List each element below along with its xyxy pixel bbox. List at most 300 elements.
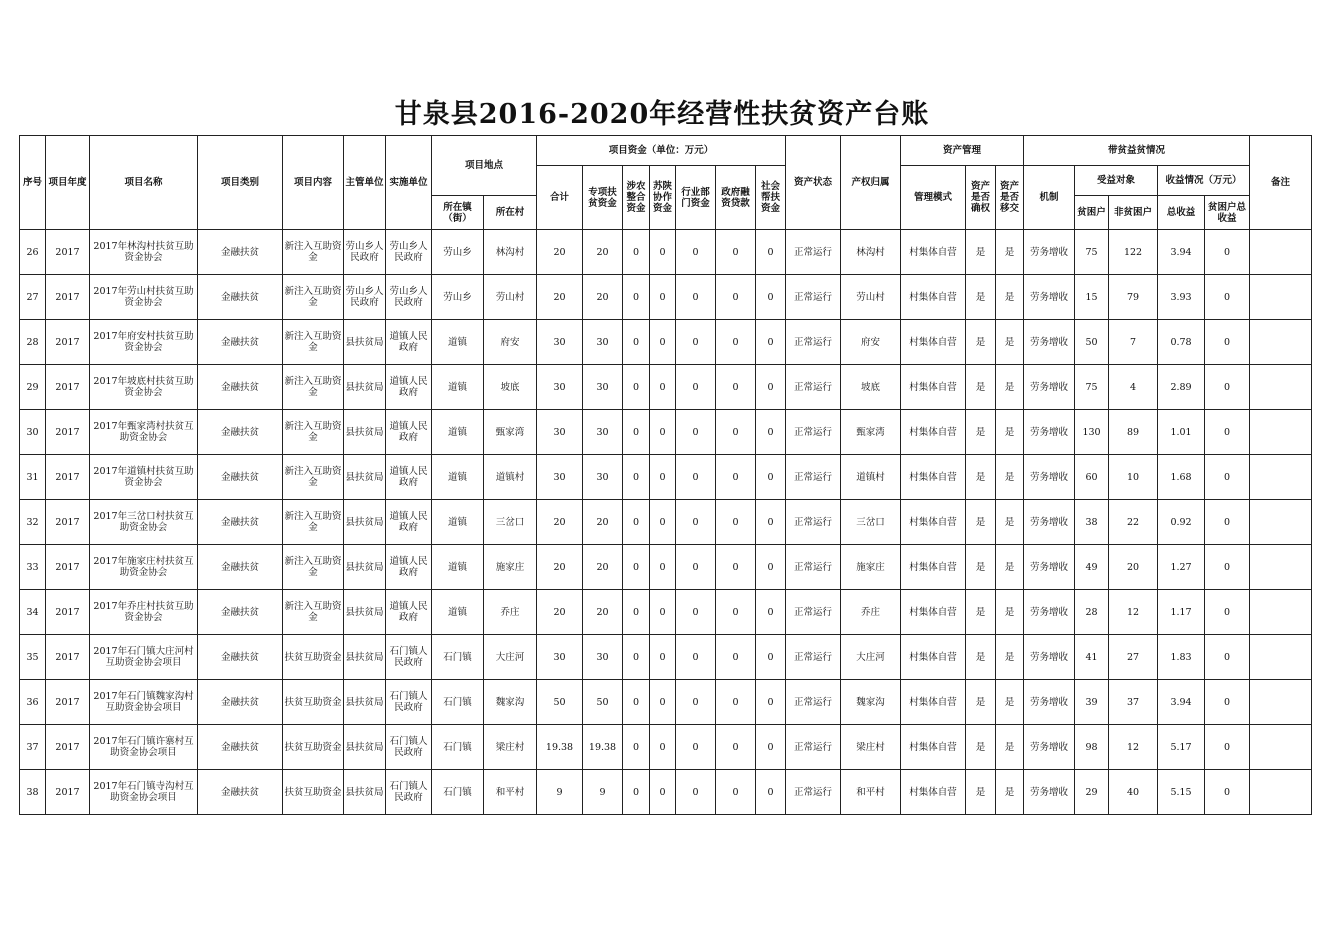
- cell-year: 2017: [46, 500, 90, 545]
- cell-town: 道镇: [432, 365, 484, 410]
- cell-dept: 县扶贫局: [344, 545, 386, 590]
- cell-village: 大庄河: [484, 635, 537, 680]
- cell-total: 20: [537, 545, 583, 590]
- cell-social: 0: [756, 365, 786, 410]
- cell-year: 2017: [46, 635, 90, 680]
- cell-mechanism: 劳务增收: [1024, 590, 1075, 635]
- cell-seq: 34: [20, 590, 46, 635]
- cell-seq: 35: [20, 635, 46, 680]
- table-row: [20, 725, 1312, 770]
- cell-loan: 0: [716, 365, 756, 410]
- header-mechanism: 机制: [1024, 166, 1075, 230]
- cell-dept: 县扶贫局: [344, 455, 386, 500]
- cell-agri: 0: [623, 410, 650, 455]
- cell-impl: 石门镇人民政府: [386, 725, 432, 770]
- cell-dept: 县扶贫局: [344, 635, 386, 680]
- cell-name: 2017年乔庄村扶贫互助资金协会: [90, 590, 198, 635]
- cell-poor_income: 0: [1205, 320, 1250, 365]
- cell-total: 50: [537, 680, 583, 725]
- cell-status: 正常运行: [786, 770, 841, 815]
- cell-special: 50: [583, 680, 623, 725]
- cell-total_income: 1.27: [1158, 545, 1205, 590]
- cell-impl: 道镇人民政府: [386, 365, 432, 410]
- cell-seq: 31: [20, 455, 46, 500]
- cell-special: 20: [583, 500, 623, 545]
- cell-status: 正常运行: [786, 320, 841, 365]
- cell-confirmed: 是: [966, 680, 996, 725]
- cell-town: 石门镇: [432, 725, 484, 770]
- cell-mechanism: 劳务增收: [1024, 635, 1075, 680]
- cell-year: 2017: [46, 365, 90, 410]
- cell-cat: 金融扶贫: [198, 770, 283, 815]
- header-status: 资产状态: [786, 136, 841, 230]
- cell-year: 2017: [46, 455, 90, 500]
- cell-poor_income: 0: [1205, 635, 1250, 680]
- cell-loan: 0: [716, 230, 756, 275]
- cell-seq: 26: [20, 230, 46, 275]
- header-poor: 贫困户: [1075, 196, 1109, 230]
- cell-poor: 50: [1075, 320, 1109, 365]
- cell-confirmed: 是: [966, 230, 996, 275]
- cell-transferred: 是: [996, 275, 1024, 320]
- cell-agri: 0: [623, 725, 650, 770]
- cell-impl: 道镇人民政府: [386, 455, 432, 500]
- cell-town: 石门镇: [432, 635, 484, 680]
- cell-total_income: 5.15: [1158, 770, 1205, 815]
- cell-cat: 金融扶贫: [198, 365, 283, 410]
- cell-social: 0: [756, 230, 786, 275]
- cell-village: 魏家沟: [484, 680, 537, 725]
- table-row: [20, 545, 1312, 590]
- table-row: [20, 590, 1312, 635]
- cell-mode: 村集体自营: [901, 230, 966, 275]
- header-loan: 政府融资贷款: [716, 166, 756, 230]
- header-suzhou: 苏陕协作资金: [650, 166, 676, 230]
- cell-town: 石门镇: [432, 770, 484, 815]
- cell-village: 道镇村: [484, 455, 537, 500]
- cell-transferred: 是: [996, 500, 1024, 545]
- cell-agri: 0: [623, 770, 650, 815]
- table-row: [20, 320, 1312, 365]
- cell-name: 2017年三岔口村扶贫互助资金协会: [90, 500, 198, 545]
- cell-poor: 28: [1075, 590, 1109, 635]
- cell-mode: 村集体自营: [901, 275, 966, 320]
- cell-content: 扶贫互助资金: [283, 680, 344, 725]
- cell-dept: 县扶贫局: [344, 320, 386, 365]
- cell-remark: [1250, 590, 1312, 635]
- cell-transferred: 是: [996, 680, 1024, 725]
- cell-name: 2017年石门镇大庄河村互助资金协会项目: [90, 635, 198, 680]
- cell-dept: 劳山乡人民政府: [344, 275, 386, 320]
- cell-total_income: 3.94: [1158, 680, 1205, 725]
- cell-poor_income: 0: [1205, 680, 1250, 725]
- header-name: 项目名称: [90, 136, 198, 230]
- cell-total: 19.38: [537, 725, 583, 770]
- cell-social: 0: [756, 500, 786, 545]
- cell-nonpoor: 12: [1109, 590, 1158, 635]
- cell-suzhou: 0: [650, 590, 676, 635]
- cell-poor: 38: [1075, 500, 1109, 545]
- cell-content: 新注入互助资金: [283, 500, 344, 545]
- cell-transferred: 是: [996, 455, 1024, 500]
- cell-remark: [1250, 320, 1312, 365]
- header-benefit: 带贫益贫情况: [1024, 136, 1250, 166]
- cell-special: 9: [583, 770, 623, 815]
- cell-owner: 乔庄: [841, 590, 901, 635]
- cell-village: 甄家湾: [484, 410, 537, 455]
- cell-content: 新注入互助资金: [283, 275, 344, 320]
- cell-owner: 道镇村: [841, 455, 901, 500]
- cell-industry: 0: [676, 410, 716, 455]
- cell-poor: 98: [1075, 725, 1109, 770]
- cell-nonpoor: 40: [1109, 770, 1158, 815]
- cell-agri: 0: [623, 230, 650, 275]
- cell-impl: 道镇人民政府: [386, 320, 432, 365]
- cell-poor: 75: [1075, 230, 1109, 275]
- cell-total_income: 1.17: [1158, 590, 1205, 635]
- cell-impl: 石门镇人民政府: [386, 770, 432, 815]
- cell-seq: 36: [20, 680, 46, 725]
- cell-dept: 县扶贫局: [344, 725, 386, 770]
- cell-special: 30: [583, 365, 623, 410]
- cell-loan: 0: [716, 455, 756, 500]
- cell-nonpoor: 37: [1109, 680, 1158, 725]
- cell-cat: 金融扶贫: [198, 590, 283, 635]
- cell-mode: 村集体自营: [901, 590, 966, 635]
- cell-agri: 0: [623, 545, 650, 590]
- cell-agri: 0: [623, 680, 650, 725]
- cell-poor: 130: [1075, 410, 1109, 455]
- cell-industry: 0: [676, 320, 716, 365]
- cell-seq: 29: [20, 365, 46, 410]
- cell-industry: 0: [676, 545, 716, 590]
- header-mgmt: 资产管理: [901, 136, 1024, 166]
- cell-special: 30: [583, 410, 623, 455]
- cell-owner: 魏家沟: [841, 680, 901, 725]
- cell-seq: 27: [20, 275, 46, 320]
- cell-poor_income: 0: [1205, 725, 1250, 770]
- cell-mode: 村集体自营: [901, 545, 966, 590]
- cell-village: 三岔口: [484, 500, 537, 545]
- cell-impl: 劳山乡人民政府: [386, 275, 432, 320]
- cell-remark: [1250, 365, 1312, 410]
- cell-mechanism: 劳务增收: [1024, 725, 1075, 770]
- cell-town: 道镇: [432, 455, 484, 500]
- cell-special: 19.38: [583, 725, 623, 770]
- cell-owner: 三岔口: [841, 500, 901, 545]
- cell-industry: 0: [676, 500, 716, 545]
- header-income: 收益情况（万元）: [1158, 166, 1250, 196]
- cell-impl: 石门镇人民政府: [386, 680, 432, 725]
- cell-confirmed: 是: [966, 320, 996, 365]
- cell-name: 2017年石门镇许寨村互助资金协会项目: [90, 725, 198, 770]
- cell-content: 新注入互助资金: [283, 365, 344, 410]
- cell-year: 2017: [46, 770, 90, 815]
- cell-dept: 县扶贫局: [344, 500, 386, 545]
- header-confirmed: 资产是否确权: [966, 166, 996, 230]
- cell-total: 30: [537, 365, 583, 410]
- cell-village: 坡底: [484, 365, 537, 410]
- cell-mechanism: 劳务增收: [1024, 455, 1075, 500]
- cell-cat: 金融扶贫: [198, 545, 283, 590]
- cell-special: 20: [583, 590, 623, 635]
- cell-status: 正常运行: [786, 455, 841, 500]
- cell-owner: 林沟村: [841, 230, 901, 275]
- cell-industry: 0: [676, 590, 716, 635]
- cell-total: 30: [537, 320, 583, 365]
- cell-cat: 金融扶贫: [198, 635, 283, 680]
- cell-industry: 0: [676, 365, 716, 410]
- cell-total: 30: [537, 635, 583, 680]
- cell-poor: 15: [1075, 275, 1109, 320]
- cell-cat: 金融扶贫: [198, 455, 283, 500]
- cell-cat: 金融扶贫: [198, 410, 283, 455]
- cell-status: 正常运行: [786, 275, 841, 320]
- cell-confirmed: 是: [966, 455, 996, 500]
- cell-loan: 0: [716, 680, 756, 725]
- cell-agri: 0: [623, 590, 650, 635]
- cell-nonpoor: 7: [1109, 320, 1158, 365]
- cell-poor_income: 0: [1205, 410, 1250, 455]
- cell-status: 正常运行: [786, 500, 841, 545]
- cell-confirmed: 是: [966, 725, 996, 770]
- cell-mode: 村集体自营: [901, 500, 966, 545]
- cell-suzhou: 0: [650, 500, 676, 545]
- cell-suzhou: 0: [650, 680, 676, 725]
- cell-suzhou: 0: [650, 455, 676, 500]
- cell-total: 9: [537, 770, 583, 815]
- cell-name: 2017年施家庄村扶贫互助资金协会: [90, 545, 198, 590]
- ledger-body: [20, 230, 1312, 815]
- cell-agri: 0: [623, 320, 650, 365]
- cell-remark: [1250, 410, 1312, 455]
- cell-town: 道镇: [432, 545, 484, 590]
- cell-nonpoor: 89: [1109, 410, 1158, 455]
- cell-content: 新注入互助资金: [283, 320, 344, 365]
- cell-agri: 0: [623, 275, 650, 320]
- cell-confirmed: 是: [966, 275, 996, 320]
- cell-dept: 县扶贫局: [344, 590, 386, 635]
- cell-special: 30: [583, 320, 623, 365]
- header-nonpoor: 非贫困户: [1109, 196, 1158, 230]
- cell-dept: 县扶贫局: [344, 770, 386, 815]
- cell-transferred: 是: [996, 410, 1024, 455]
- cell-poor_income: 0: [1205, 500, 1250, 545]
- header-year: 项目年度: [46, 136, 90, 230]
- cell-dept: 县扶贫局: [344, 410, 386, 455]
- cell-mechanism: 劳务增收: [1024, 275, 1075, 320]
- header-village: 所在村: [484, 196, 537, 230]
- table-row: [20, 500, 1312, 545]
- cell-remark: [1250, 500, 1312, 545]
- cell-nonpoor: 122: [1109, 230, 1158, 275]
- cell-status: 正常运行: [786, 365, 841, 410]
- cell-suzhou: 0: [650, 230, 676, 275]
- header-town: 所在镇（街）: [432, 196, 484, 230]
- cell-mode: 村集体自营: [901, 320, 966, 365]
- cell-transferred: 是: [996, 590, 1024, 635]
- cell-transferred: 是: [996, 770, 1024, 815]
- cell-status: 正常运行: [786, 545, 841, 590]
- cell-special: 20: [583, 230, 623, 275]
- cell-total: 20: [537, 590, 583, 635]
- cell-total_income: 0.78: [1158, 320, 1205, 365]
- cell-remark: [1250, 455, 1312, 500]
- cell-nonpoor: 20: [1109, 545, 1158, 590]
- cell-suzhou: 0: [650, 275, 676, 320]
- cell-mode: 村集体自营: [901, 365, 966, 410]
- cell-year: 2017: [46, 725, 90, 770]
- cell-industry: 0: [676, 230, 716, 275]
- cell-confirmed: 是: [966, 410, 996, 455]
- cell-remark: [1250, 230, 1312, 275]
- cell-owner: 梁庄村: [841, 725, 901, 770]
- cell-remark: [1250, 770, 1312, 815]
- cell-industry: 0: [676, 635, 716, 680]
- cell-suzhou: 0: [650, 635, 676, 680]
- cell-industry: 0: [676, 725, 716, 770]
- table-row: [20, 680, 1312, 725]
- cell-poor_income: 0: [1205, 545, 1250, 590]
- cell-mechanism: 劳务增收: [1024, 320, 1075, 365]
- cell-year: 2017: [46, 680, 90, 725]
- cell-total_income: 1.83: [1158, 635, 1205, 680]
- cell-industry: 0: [676, 275, 716, 320]
- cell-transferred: 是: [996, 230, 1024, 275]
- cell-village: 施家庄: [484, 545, 537, 590]
- cell-confirmed: 是: [966, 770, 996, 815]
- cell-town: 道镇: [432, 320, 484, 365]
- header-poor-income: 贫困户总收益: [1205, 196, 1250, 230]
- header-transferred: 资产是否移交: [996, 166, 1024, 230]
- cell-suzhou: 0: [650, 320, 676, 365]
- cell-poor: 41: [1075, 635, 1109, 680]
- cell-loan: 0: [716, 320, 756, 365]
- header-agri: 涉农整合资金: [623, 166, 650, 230]
- cell-loan: 0: [716, 500, 756, 545]
- cell-content: 扶贫互助资金: [283, 770, 344, 815]
- cell-status: 正常运行: [786, 230, 841, 275]
- cell-total_income: 0.92: [1158, 500, 1205, 545]
- cell-seq: 30: [20, 410, 46, 455]
- cell-owner: 和平村: [841, 770, 901, 815]
- cell-cat: 金融扶贫: [198, 500, 283, 545]
- cell-owner: 府安: [841, 320, 901, 365]
- cell-cat: 金融扶贫: [198, 725, 283, 770]
- cell-loan: 0: [716, 410, 756, 455]
- cell-total: 30: [537, 455, 583, 500]
- cell-mechanism: 劳务增收: [1024, 365, 1075, 410]
- cell-special: 20: [583, 275, 623, 320]
- cell-owner: 坡底: [841, 365, 901, 410]
- cell-status: 正常运行: [786, 590, 841, 635]
- cell-total_income: 1.01: [1158, 410, 1205, 455]
- cell-special: 20: [583, 545, 623, 590]
- cell-dept: 劳山乡人民政府: [344, 230, 386, 275]
- cell-poor_income: 0: [1205, 770, 1250, 815]
- cell-poor: 75: [1075, 365, 1109, 410]
- cell-mechanism: 劳务增收: [1024, 770, 1075, 815]
- cell-year: 2017: [46, 410, 90, 455]
- cell-status: 正常运行: [786, 680, 841, 725]
- cell-social: 0: [756, 320, 786, 365]
- cell-poor_income: 0: [1205, 230, 1250, 275]
- cell-social: 0: [756, 545, 786, 590]
- cell-impl: 道镇人民政府: [386, 590, 432, 635]
- cell-social: 0: [756, 635, 786, 680]
- cell-remark: [1250, 545, 1312, 590]
- cell-mode: 村集体自营: [901, 725, 966, 770]
- cell-suzhou: 0: [650, 770, 676, 815]
- header-special: 专项扶贫资金: [583, 166, 623, 230]
- cell-name: 2017年林沟村扶贫互助资金协会: [90, 230, 198, 275]
- cell-content: 新注入互助资金: [283, 590, 344, 635]
- cell-agri: 0: [623, 365, 650, 410]
- cell-owner: 劳山村: [841, 275, 901, 320]
- asset-ledger-table: [19, 135, 1312, 815]
- cell-mechanism: 劳务增收: [1024, 545, 1075, 590]
- cell-name: 2017年甄家湾村扶贫互助资金协会: [90, 410, 198, 455]
- cell-nonpoor: 12: [1109, 725, 1158, 770]
- cell-total_income: 5.17: [1158, 725, 1205, 770]
- header-dept: 主管单位: [344, 136, 386, 230]
- cell-year: 2017: [46, 230, 90, 275]
- cell-transferred: 是: [996, 365, 1024, 410]
- cell-mode: 村集体自营: [901, 410, 966, 455]
- cell-content: 新注入互助资金: [283, 455, 344, 500]
- cell-nonpoor: 79: [1109, 275, 1158, 320]
- cell-name: 2017年劳山村扶贫互助资金协会: [90, 275, 198, 320]
- cell-seq: 37: [20, 725, 46, 770]
- cell-social: 0: [756, 410, 786, 455]
- cell-village: 府安: [484, 320, 537, 365]
- cell-cat: 金融扶贫: [198, 230, 283, 275]
- cell-status: 正常运行: [786, 725, 841, 770]
- cell-year: 2017: [46, 590, 90, 635]
- cell-social: 0: [756, 725, 786, 770]
- header-impl: 实施单位: [386, 136, 432, 230]
- cell-status: 正常运行: [786, 410, 841, 455]
- cell-poor_income: 0: [1205, 455, 1250, 500]
- cell-suzhou: 0: [650, 365, 676, 410]
- cell-seq: 38: [20, 770, 46, 815]
- cell-name: 2017年道镇村扶贫互助资金协会: [90, 455, 198, 500]
- cell-loan: 0: [716, 770, 756, 815]
- cell-poor_income: 0: [1205, 365, 1250, 410]
- cell-remark: [1250, 635, 1312, 680]
- cell-poor: 39: [1075, 680, 1109, 725]
- cell-town: 劳山乡: [432, 275, 484, 320]
- header-beneficiaries: 受益对象: [1075, 166, 1158, 196]
- cell-total_income: 1.68: [1158, 455, 1205, 500]
- cell-confirmed: 是: [966, 500, 996, 545]
- cell-year: 2017: [46, 275, 90, 320]
- cell-impl: 石门镇人民政府: [386, 635, 432, 680]
- cell-mode: 村集体自营: [901, 455, 966, 500]
- cell-owner: 甄家湾: [841, 410, 901, 455]
- table-row: [20, 230, 1312, 275]
- cell-loan: 0: [716, 635, 756, 680]
- cell-suzhou: 0: [650, 410, 676, 455]
- cell-village: 乔庄: [484, 590, 537, 635]
- table-row: [20, 275, 1312, 320]
- cell-content: 新注入互助资金: [283, 230, 344, 275]
- cell-suzhou: 0: [650, 725, 676, 770]
- header-industry: 行业部门资金: [676, 166, 716, 230]
- cell-town: 石门镇: [432, 680, 484, 725]
- header-category: 项目类别: [198, 136, 283, 230]
- cell-name: 2017年石门镇寺沟村互助资金协会项目: [90, 770, 198, 815]
